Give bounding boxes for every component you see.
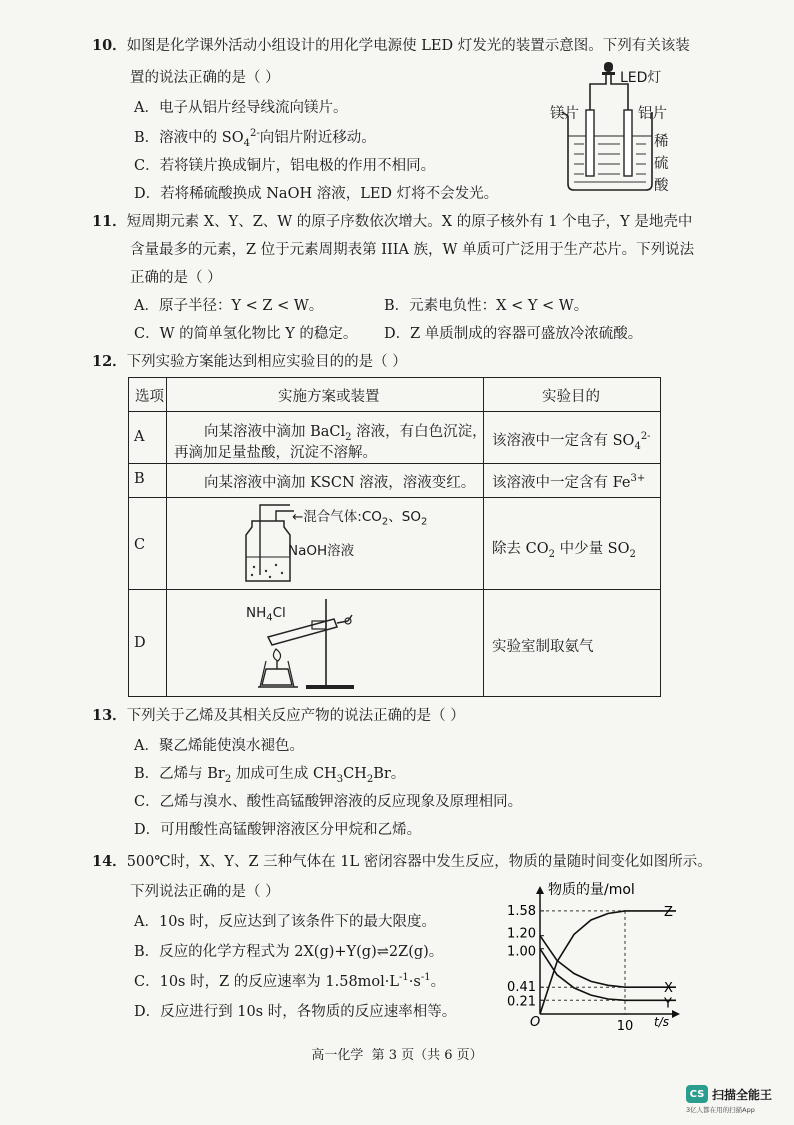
q11-stem3: 正确的是（ ） xyxy=(130,270,222,286)
chart-y-tick-1: 1.20 xyxy=(507,926,536,942)
row-b-goal: 该溶液中一定含有 $Fe^{3+}$ xyxy=(492,473,646,491)
q11-option-b: B．元素电负性：X < Y < W。 xyxy=(384,298,589,314)
q14-stem2: 下列说法正确的是（ ） xyxy=(130,884,280,900)
q10-stem1: 如图是化学课外活动小组设计的用化学电源使 LED 灯发光的装置示意图。下列有关该装 xyxy=(126,38,690,54)
chart-y-arrow xyxy=(536,886,544,894)
q11-stem2: 含量最多的元素，Z 位于元素周期表第 IIIA 族，W 单质可广泛用于生产芯片。下列说法 xyxy=(130,242,695,258)
q14-option-b: B．反应的化学方程式为 2X(g)+Y(g)⇌2Z(g)。 xyxy=(134,944,444,960)
q12-options-table xyxy=(128,377,661,697)
q10-option-c: C．若将镁片换成铜片，铝电极的作用不相同。 xyxy=(134,158,436,174)
chart-xlabel: t/s xyxy=(654,1015,669,1029)
q10-number: 10． xyxy=(92,37,127,54)
row-d-nh4cl-label: $NH_4Cl$ xyxy=(246,605,286,624)
scanner-watermark xyxy=(686,1085,772,1114)
q11-option-a: A．原子半径：Y < Z < W。 xyxy=(134,298,324,314)
al-electrode xyxy=(624,110,632,176)
row-b-plan: 向某溶液中滴加 KSCN 溶液，溶液变红。 xyxy=(204,475,476,491)
fig-mg-label: 镁片 xyxy=(550,106,579,122)
q11-option-d: D．Z 单质制成的容器可盛放冷浓硫酸。 xyxy=(384,326,643,342)
amount-vs-time-chart xyxy=(500,878,680,1032)
row-d-option: D xyxy=(134,635,146,651)
led-bulb-icon xyxy=(602,62,615,75)
chart-y-tick-3: 0.41 xyxy=(507,980,536,996)
table-header-plan: 实施方案或装置 xyxy=(278,389,380,405)
footer-page: 第 3 页（共 6 页） xyxy=(371,1048,483,1063)
q13-option-c: C．乙烯与溴水、酸性高锰酸钾溶液的反应现象及原理相同。 xyxy=(134,794,523,810)
row-c-goal: 除去 $CO_2$ 中少量 $SO_2$ xyxy=(492,541,636,560)
page-footer xyxy=(0,1044,794,1063)
chart-series-label-Z: Z xyxy=(664,904,673,920)
chart-series-label-Y: Y xyxy=(664,996,672,1012)
q12-stem: 下列实验方案能达到相应实验目的的是（ ） xyxy=(126,354,407,370)
scanner-name: 扫描全能王 xyxy=(712,1087,773,1102)
q13-number: 13． xyxy=(92,707,127,724)
q13-option-d: D．可用酸性高锰酸钾溶液区分甲烷和乙烯。 xyxy=(134,822,422,838)
q14-stem1: 500℃时，X、Y、Z 三种气体在 1L 密闭容器中发生反应，物质的量随时间变化如图所示。 xyxy=(126,854,712,870)
fig-acid-2: 硫 xyxy=(654,156,669,172)
q10-stem2: 置的说法正确的是（ ） xyxy=(130,70,280,86)
ammonia-heating-apparatus-icon xyxy=(248,591,358,695)
mg-electrode xyxy=(586,110,594,176)
q13-stem: 下列关于乙烯及其相关反应产物的说法正确的是（ ） xyxy=(126,708,465,724)
row-a-plan-line2: 再滴加足量盐酸，沉淀不溶解。 xyxy=(174,445,377,461)
q11-stem1: 短周期元素 X、Y、Z、W 的原子序数依次增大。X 的原子核外有 1 个电子，Y 是地壳中 xyxy=(126,214,693,230)
chart-x-arrow xyxy=(672,1010,680,1018)
fig-led-label: LED灯 xyxy=(620,70,662,86)
chart-series-label-X: X xyxy=(664,981,673,997)
row-a-goal: 该溶液中一定含有 $SO_4^{2-}$ xyxy=(492,431,651,452)
chart-y-tick-0: 1.58 xyxy=(507,903,536,919)
q11-line1 xyxy=(92,212,692,232)
chart-y-tick-4: 0.21 xyxy=(507,994,536,1010)
table-header-goal: 实验目的 xyxy=(542,389,600,405)
q14-line1 xyxy=(92,852,712,872)
fig-acid-3: 酸 xyxy=(654,178,669,194)
table-header-option: 选项 xyxy=(135,389,164,405)
q13-option-b: B．乙烯与 $Br_2$ 加成可生成 $CH_3CH_2Br$。 xyxy=(134,766,406,785)
q10-option-a: A．电子从铝片经导线流向镁片。 xyxy=(134,100,348,116)
q13-option-a: A．聚乙烯能使溴水褪色。 xyxy=(134,738,304,754)
row-d-goal: 实验室制取氨气 xyxy=(492,639,594,655)
chart-x-tick-0: 10 xyxy=(616,1019,634,1032)
q10-option-d: D．若将稀硫酸换成 NaOH 溶液，LED 灯将不会发光。 xyxy=(134,186,499,202)
q14-option-c: C．10s 时，Z 的反应速率为 $1.58mol\cdot L^{-1}\cdot s^{-1}$。 xyxy=(134,972,446,990)
q14-number: 14． xyxy=(92,853,127,870)
chart-origin-label: O xyxy=(530,1015,541,1030)
q14-option-a: A．10s 时，反应达到了该条件下的最大限度。 xyxy=(134,914,436,930)
scanner-logo: CS xyxy=(686,1085,708,1103)
chart-ylabel: 物质的量/mol xyxy=(548,882,635,898)
row-c-naoh-label: NaOH溶液 xyxy=(288,543,355,559)
q13-line1 xyxy=(92,706,465,726)
chart-y-tick-2: 1.00 xyxy=(507,944,536,960)
chart-series-X xyxy=(540,936,676,988)
row-c-option: C xyxy=(134,537,146,553)
row-b-option: B xyxy=(134,471,145,487)
q12-line1 xyxy=(92,352,407,372)
q10-line1 xyxy=(92,36,690,56)
row-a-plan-line1: 向某溶液中滴加 BaCl$_2$ 溶液，有白色沉淀， xyxy=(204,424,487,443)
fig-acid-1: 稀 xyxy=(654,134,669,150)
scanner-slogan: 3亿人都在用的扫描App xyxy=(686,1106,755,1114)
row-a-option: A xyxy=(134,429,145,445)
row-c-gas-label: ←混合气体$:CO_2$、$SO_2$ xyxy=(292,509,428,528)
q12-number: 12． xyxy=(92,353,127,370)
q11-option-c: C．W 的简单氢化物比 Y 的稳定。 xyxy=(134,326,358,342)
q14-option-d: D．反应进行到 10s 时，各物质的反应速率相等。 xyxy=(134,1004,457,1020)
fig-al-label: 铝片 xyxy=(638,106,667,122)
q10-option-b: B．溶液中的 $SO_4^{2-}$向铝片附近移动。 xyxy=(134,128,376,149)
footer-subject: 高一化学 xyxy=(311,1048,364,1063)
q11-number: 11． xyxy=(92,213,127,230)
